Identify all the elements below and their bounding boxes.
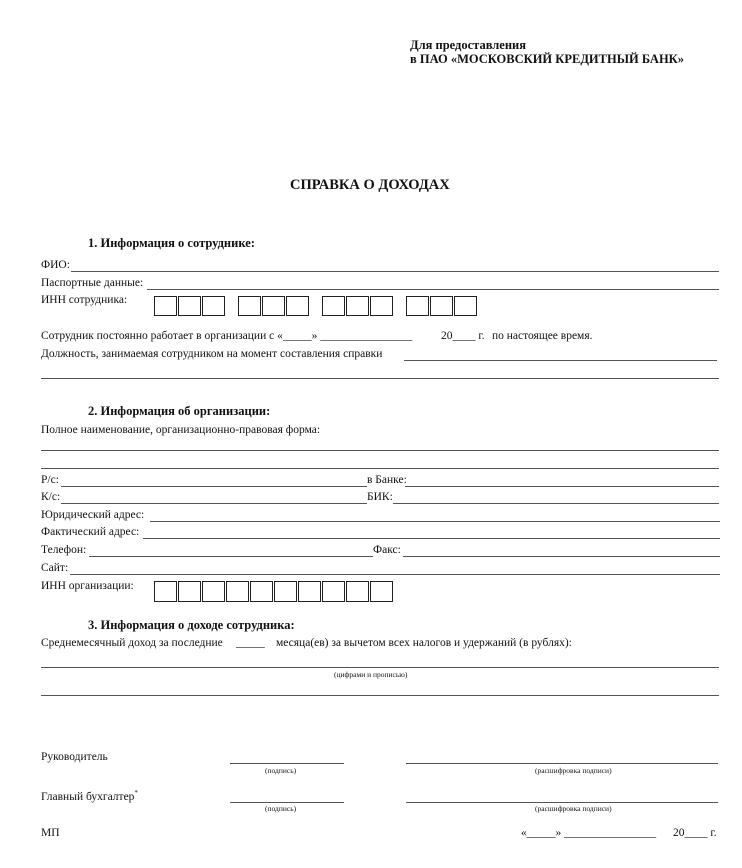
bank-field[interactable] xyxy=(405,486,719,487)
org-inn-cell[interactable] xyxy=(298,581,321,602)
rs-label: Р/с: xyxy=(41,474,59,486)
header-line-2: в ПАО «МОСКОВСКИЙ КРЕДИТНЫЙ БАНК» xyxy=(410,52,684,66)
position-field[interactable] xyxy=(404,360,717,361)
inn-cell[interactable] xyxy=(346,296,369,316)
inn-cell[interactable] xyxy=(154,296,177,316)
org-inn-cell[interactable] xyxy=(226,581,249,602)
director-decode-hint: (расшифровка подписи) xyxy=(535,766,612,775)
chief-accountant-text: Главный бухгалтер xyxy=(41,790,135,803)
position-field-cont[interactable] xyxy=(41,378,719,379)
org-name-field[interactable] xyxy=(41,450,719,451)
income-label: Среднемесячный доход за последние xyxy=(41,637,223,649)
org-inn-label: ИНН организации: xyxy=(41,580,134,592)
section-3-heading: 3. Информация о доходе сотрудника: xyxy=(88,618,295,632)
date-year-field[interactable]: 20____ г. xyxy=(673,827,717,839)
income-field[interactable] xyxy=(41,667,719,668)
org-inn-cell[interactable] xyxy=(202,581,225,602)
org-full-name-label: Полное наименование, организационно-правовая форма: xyxy=(41,424,321,436)
accountant-name-field[interactable] xyxy=(406,802,718,803)
income-label-cont: месяца(ев) за вычетом всех налогов и удержаний (в рублях): xyxy=(276,637,572,649)
fio-field[interactable] xyxy=(71,271,719,272)
inn-cell[interactable] xyxy=(454,296,477,316)
org-inn-cell[interactable] xyxy=(346,581,369,602)
chief-accountant-label xyxy=(41,790,138,803)
phone-label: Телефон: xyxy=(41,544,87,556)
legal-address-field[interactable] xyxy=(150,521,720,522)
section-1-heading: 1. Информация о сотруднике: xyxy=(88,236,255,250)
bank-label: в Банке: xyxy=(367,474,407,486)
employed-until-label: по настоящее время. xyxy=(492,330,593,342)
inn-cell[interactable] xyxy=(370,296,393,316)
actual-address-label: Фактический адрес: xyxy=(41,526,140,538)
org-inn-cell[interactable] xyxy=(322,581,345,602)
footnote-mark: * xyxy=(134,789,138,797)
legal-address-label: Юридический адрес: xyxy=(41,509,145,521)
site-field[interactable] xyxy=(70,574,720,575)
director-signature-field[interactable] xyxy=(230,763,344,764)
rs-field[interactable] xyxy=(61,486,367,487)
position-label: Должность, занимаемая сотрудником на момент составления справки xyxy=(41,348,383,360)
org-inn-cell[interactable] xyxy=(154,581,177,602)
director-label: Руководитель xyxy=(41,751,108,763)
income-field-cont[interactable] xyxy=(41,695,719,696)
org-inn-cell[interactable] xyxy=(250,581,273,602)
accountant-decode-hint: (расшифровка подписи) xyxy=(535,804,612,813)
director-signature-hint: (подпись) xyxy=(265,766,297,775)
org-name-field-cont[interactable] xyxy=(41,468,719,469)
bik-label: БИК: xyxy=(367,491,393,503)
inn-cell[interactable] xyxy=(430,296,453,316)
org-inn-cell[interactable] xyxy=(178,581,201,602)
fio-label: ФИО: xyxy=(41,259,70,271)
inn-cell[interactable] xyxy=(322,296,345,316)
org-inn-cell[interactable] xyxy=(370,581,393,602)
section-2-heading: 2. Информация об организации: xyxy=(88,404,271,418)
fax-label: Факс: xyxy=(373,544,401,556)
director-name-field[interactable] xyxy=(406,763,718,764)
site-label: Сайт: xyxy=(41,562,69,574)
accountant-signature-hint: (подпись) xyxy=(265,804,297,813)
inn-cell[interactable] xyxy=(202,296,225,316)
phone-field[interactable] xyxy=(89,556,373,557)
bik-field[interactable] xyxy=(393,503,719,504)
header-line-1: Для предоставления xyxy=(410,38,527,52)
inn-cell[interactable] xyxy=(406,296,429,316)
employee-inn-label: ИНН сотрудника: xyxy=(41,294,128,306)
fax-field[interactable] xyxy=(403,556,720,557)
income-months-blank[interactable]: _____ xyxy=(236,637,265,649)
ks-label: К/с: xyxy=(41,491,61,503)
ks-field[interactable] xyxy=(61,503,367,504)
passport-label: Паспортные данные: xyxy=(41,277,144,289)
page-title: СПРАВКА О ДОХОДАХ xyxy=(290,177,450,193)
inn-cell[interactable] xyxy=(286,296,309,316)
employed-since-year: 20____ г. xyxy=(441,330,485,342)
stamp-label: МП xyxy=(41,827,60,839)
income-hint: (цифрами и прописью) xyxy=(334,670,408,679)
date-field[interactable]: «_____» ________________ xyxy=(521,827,657,839)
org-inn-cell[interactable] xyxy=(274,581,297,602)
actual-address-field[interactable] xyxy=(143,538,720,539)
accountant-signature-field[interactable] xyxy=(230,802,344,803)
inn-cell[interactable] xyxy=(178,296,201,316)
inn-cell[interactable] xyxy=(262,296,285,316)
employed-since-label: Сотрудник постоянно работает в организации с «_____» ________________ xyxy=(41,330,413,342)
inn-cell[interactable] xyxy=(238,296,261,316)
passport-field[interactable] xyxy=(147,289,719,290)
